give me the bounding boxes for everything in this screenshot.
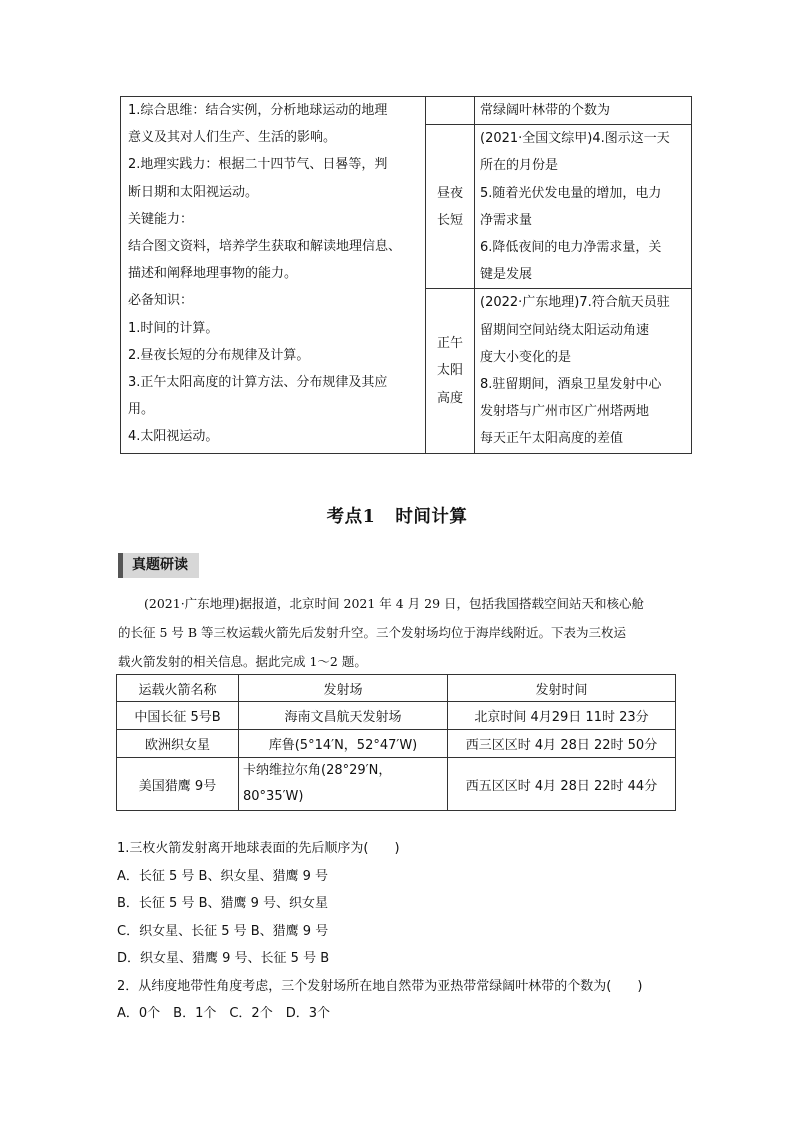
section-tag [118, 553, 199, 578]
competency-line: 4.太阳视运动。 [128, 429, 219, 445]
header-launch-time: 发射时间 [448, 675, 676, 702]
topic-line: 长短 [436, 212, 463, 228]
header-rocket-name: 运载火箭名称 [117, 675, 239, 702]
rocket-name-cell: 欧洲织女星 [117, 730, 239, 758]
competency-line: 意义及其对人们生产、生活的影响。 [128, 130, 337, 146]
competency-line: 3.正午太阳高度的计算方法、分布规律及其应 [128, 375, 388, 391]
section-title [0, 503, 794, 528]
exam-cell [475, 125, 692, 289]
exam-line: 6.降低夜间的电力净需求量，关 [480, 240, 662, 256]
competency-line: 关键能力： [128, 211, 194, 227]
launch-site-cell: 库鲁(5°14′N，52°47′W) [239, 730, 448, 758]
exam-line: 留期间空间站绕太阳运动角速 [480, 322, 650, 338]
launch-site-line: 卡纳维拉尔角(28°29′N， [243, 763, 392, 778]
questions [117, 835, 697, 1028]
exam-line: 常绿阔叶林带的个数为 [480, 103, 611, 118]
passage-line: (2021·广东地理)据报道，北京时间 2021 年 4 月 29 日，包括我国搭载空间站天和核心舱 [144, 596, 645, 611]
passage-line: 载火箭发射的相关信息。据此完成 1～2 题。 [118, 654, 367, 669]
question-1-stem: 1.三枚火箭发射离开地球表面的先后顺序为( ) [117, 841, 400, 856]
question-1-option-c: C．织女星、长征 5 号 B、猎鹰 9 号 [117, 923, 329, 939]
competency-line: 结合图文资料，培养学生获取和解读地理信息、 [128, 239, 402, 255]
topic-line: 正午 [436, 336, 463, 352]
topic-cell-empty [426, 97, 475, 125]
table-row [117, 702, 676, 730]
competency-line: 描述和阐释地理事物的能力。 [128, 266, 298, 282]
competency-line: 1.综合思维：结合实例，分析地球运动的地理 [128, 103, 388, 118]
exam-cell [475, 289, 692, 453]
launch-time-cell: 北京时间 4月29日 11时 23分 [448, 702, 676, 730]
competency-line: 2.昼夜长短的分布规律及计算。 [128, 347, 310, 363]
competency-line: 断日期和太阳视运动。 [128, 184, 259, 200]
exam-line: 所在的月份是 [480, 158, 559, 174]
exam-line: 净需求量 [480, 212, 533, 228]
topic-noon-sun-altitude [426, 289, 475, 453]
competency-cell [121, 97, 426, 454]
kaodian-label: 考点1 [326, 507, 376, 527]
launch-time-cell: 西三区区时 4月 28日 22时 50分 [448, 730, 676, 758]
objectives-table [120, 96, 692, 454]
exam-line: 8.驻留期间，酒泉卫星发射中心 [480, 377, 662, 393]
objectives-row-1 [121, 97, 692, 125]
question-1-option-a: A．长征 5 号 B、织女星、猎鹰 9 号 [117, 868, 329, 884]
question-1-option-b: B．长征 5 号 B、猎鹰 9 号、织女星 [117, 896, 329, 911]
competency-line: 用。 [128, 402, 155, 418]
table-row [117, 758, 676, 811]
topic-line: 昼夜 [436, 185, 463, 201]
exam-cell [475, 97, 692, 125]
header-launch-site: 发射场 [239, 675, 448, 702]
question-2-stem: 2．从纬度地带性角度考虑，三个发射场所在地自然带为亚热带常绿阔叶林带的个数为( ) [117, 978, 643, 994]
competency-line: 必备知识： [128, 293, 194, 309]
exam-line: (2021·全国文综甲)4.图示这一天 [480, 131, 670, 147]
topic-line: 太阳 [436, 363, 463, 379]
table-header-row [117, 675, 676, 702]
question-2-options: A．0个 B．1个 C．2个 D．3个 [117, 1006, 330, 1021]
rocket-name-cell: 中国长征 5号B [117, 702, 239, 730]
competency-line: 2.地理实践力：根据二十四节气、日晷等，判 [128, 157, 388, 173]
launch-site-cell: 海南文昌航天发射场 [239, 702, 448, 730]
passage-line: 的长征 5 号 B 等三枚运载火箭先后发射升空。三个发射场均位于海岸线附近。下表为三枚运 [118, 625, 627, 640]
launch-time-cell: 西五区区时 4月 28日 22时 44分 [448, 758, 676, 811]
question-passage [118, 589, 678, 676]
exam-line: 5.随着光伏发电量的增加，电力 [480, 185, 662, 201]
launch-site-line: 80°35′W) [243, 789, 304, 804]
exam-line: 键是发展 [480, 267, 533, 283]
exam-line: 每天正午太阳高度的差值 [480, 431, 624, 447]
launch-info-table [116, 674, 676, 811]
exam-line: (2022·广东地理)7.符合航天员驻 [480, 295, 670, 311]
exam-line: 度大小变化的是 [480, 349, 572, 365]
exam-line: 发射塔与广州市区广州塔两地 [480, 404, 650, 420]
competency-line: 1.时间的计算。 [128, 320, 219, 336]
launch-site-cell [239, 758, 448, 811]
topic-line: 高度 [436, 390, 463, 406]
topic-day-night-length [426, 125, 475, 289]
table-row [117, 730, 676, 758]
rocket-name-cell: 美国猎鹰 9号 [117, 758, 239, 811]
question-1-option-d: D．织女星、猎鹰 9 号、长征 5 号 B [117, 951, 330, 966]
section-heading: 时间计算 [395, 507, 468, 527]
tag-label: 真题研读 [123, 553, 199, 578]
